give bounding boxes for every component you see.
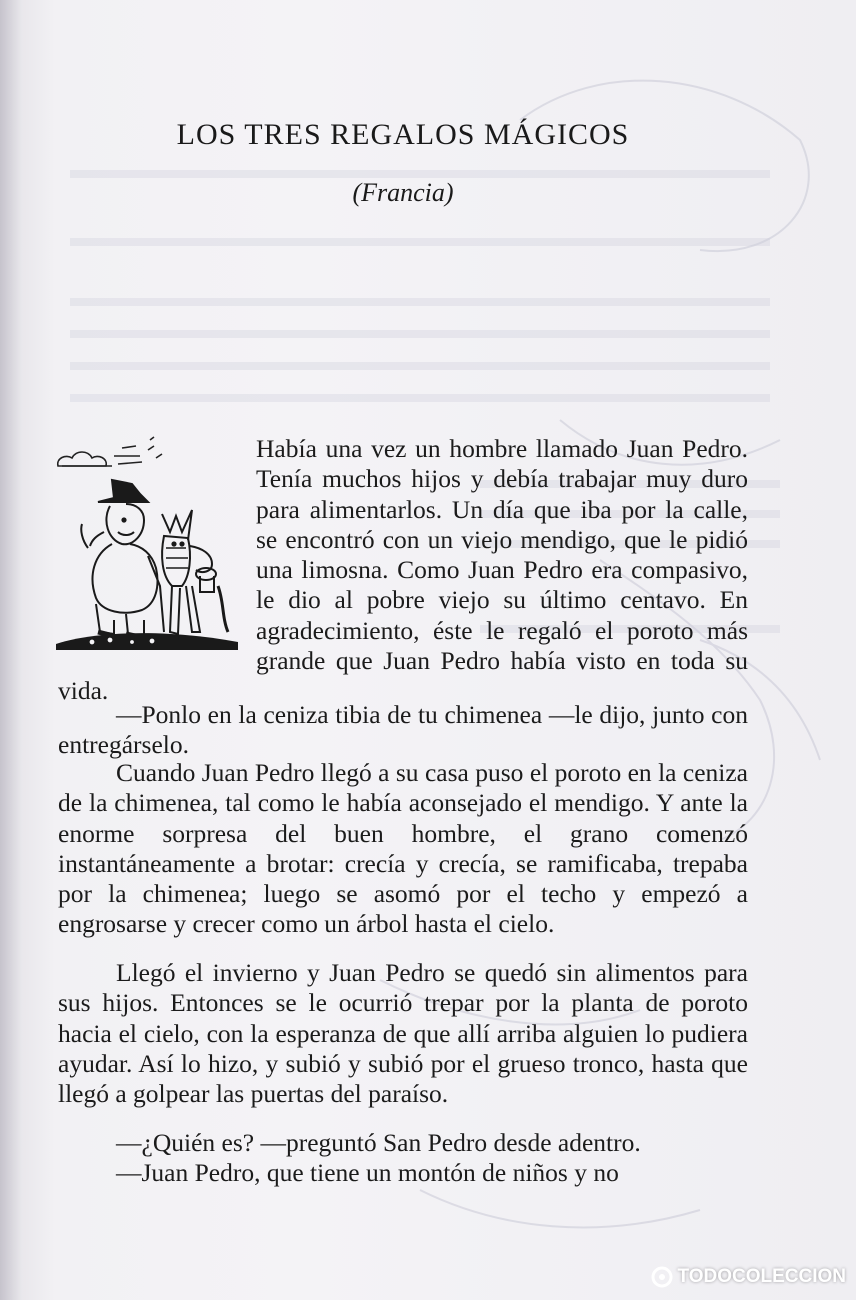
donkey-figure	[162, 510, 228, 634]
watermark	[651, 1266, 846, 1288]
paragraph-1-text: Había una vez un hombre llamado Juan Pedro. Tenía muchos hijos y debía trabajar muy duro para alimentarlos. Un día que iba por la calle, se encontró con un viejo mendigo, que le pidió una limosna. Como Juan Pedro era compasivo, le dio al pobre viejo su último centavo. En agradecimiento, éste le regaló el poroto más grande que Juan Pedro había visto en toda su vida.	[58, 434, 748, 706]
ground-shadow	[56, 633, 238, 650]
paragraph-4: Llegó el invierno y Juan Pedro se quedó sin alimentos para sus hijos. Entonces se le ocurrió trepar por la planta de poroto hacia el cielo, con la esperanza de que allí arriba alguien lo pudiera ayudar. Así lo hizo, y subió y subió por el grueso tronco, hasta que llegó a golpear las puertas del paraíso.	[58, 958, 748, 1109]
man-figure	[81, 480, 164, 638]
paragraph-2: —Ponlo en la ceniza tibia de tu chimenea —le dijo, junto con entregárselo.	[58, 700, 748, 760]
story-title: LOS TRES REGALOS MÁGICOS	[176, 118, 630, 151]
paragraph-3: Cuando Juan Pedro llegó a su casa puso el poroto en la ceniza de la chimenea, tal como le había aconsejado el mendigo. Y ante la enorme sorpresa del buen hombre, el grano comenzó instantáneamente a brotar: crecía y crecía, se ramificaba, trepaba por la chimenea; luego se asomó por el techo y empezó a engrosarse y crecer como un árbol hasta el cielo.	[58, 758, 748, 939]
man-with-donkey-illustration	[52, 436, 244, 662]
todocoleccion-logo-icon	[651, 1266, 673, 1288]
watermark-text: TODOCOLECCION	[677, 1266, 846, 1287]
story-country: (Francia)	[352, 178, 454, 207]
paragraph-6: —Juan Pedro, que tiene un montón de niños y no	[116, 1158, 619, 1187]
paragraph-5: —¿Quién es? —preguntó San Pedro desde adentro.	[116, 1128, 641, 1157]
page-gutter	[0, 0, 22, 1300]
cloud-icon	[58, 437, 162, 466]
paragraph-1	[58, 434, 748, 707]
